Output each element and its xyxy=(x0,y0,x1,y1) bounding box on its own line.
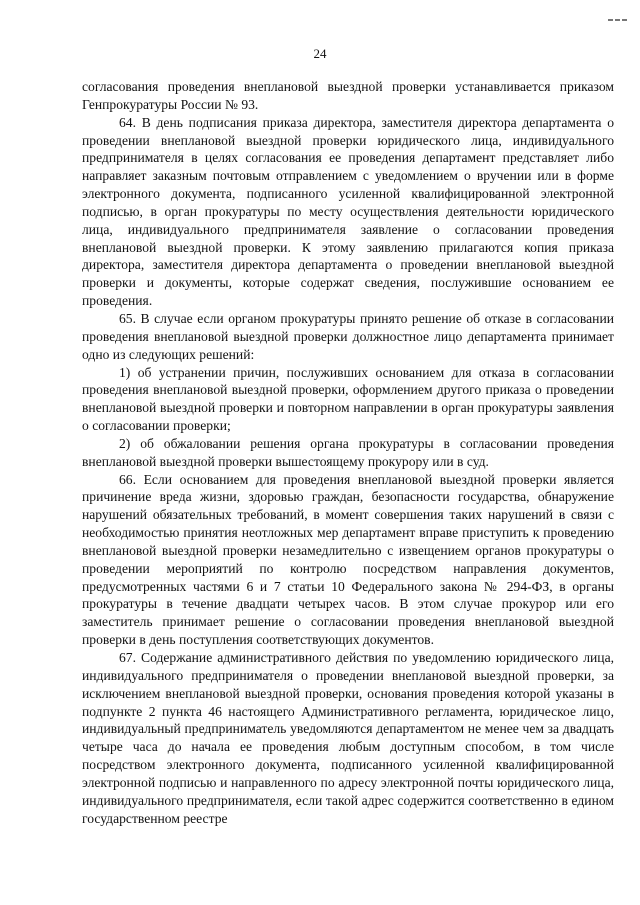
paragraph-65-item-2: 2) об обжаловании решения органа прокуратуры в согласовании проведения внеплановой выездной проверки вышестоящему прокурору или в суд. xyxy=(82,435,614,469)
paragraph-65-item-1: 1) об устранении причин, послуживших основанием для отказа в согласовании проведения внеплановой выездной проверки, оформлением другого приказа о проведении внеплановой выездной проверки и повторном направлении в орган прокуратуры заявления о согласовании проверки; xyxy=(82,364,614,434)
scan-mark xyxy=(608,8,632,11)
page-number: 24 xyxy=(313,46,327,61)
paragraph-65: 65. В случае если органом прокуратуры принято решение об отказе в согласовании проведения внеплановой выездной проверки должностное лицо департамента принимает одно из следующих решений: xyxy=(82,310,614,362)
paragraph-continuation: согласования проведения внеплановой выездной проверки устанавливается приказом Генпрокуратуры России № 93. xyxy=(82,79,614,112)
paragraph-67: 67. Содержание административного действия по уведомлению юридического лица, индивидуального предпринимателя о проведении внеплановой выездной проверки, за исключением внеплановой выездной проверки, основания проведения которой указаны в подпункте 2 пункта 46 настоящего Административного регламента, юридическое лицо, индивидуальный предприниматель уведомляются департаментом не менее чем за двадцать четыре часа до начала ее проведения любым доступным способом, в том числе посредством электронного документа, подписанного усиленной квалифицированной электронной подписью и направленного по адресу электронной почты юридического лица, индивидуального предпринимателя, если такой адрес содержится соответственно в едином государственном реестре xyxy=(82,650,614,826)
paragraph-64: 64. В день подписания приказа директора, заместителя директора департамента о проведении внеплановой выездной проверки юридического лица, индивидуального предпринимателя в целях согласования ее проведения департамент представляет либо направляет заказным почтовым отправлением с уведомлением о вручении или в форме электронного документа, подписанного усиленной квалифицированной электронной подписью, в орган прокуратуры по месту осуществления деятельности юридического лица, индивидуального предпринимателя заявление о согласовании проведения внеплановой выездной проверки. К этому заявлению прилагаются копия приказа директора, заместителя директора департамента о проведении внеплановой выездной проверки и документы, которые содержат сведения, послужившие основанием ее проведения. xyxy=(82,114,614,309)
paragraph-66: 66. Если основанием для проведения внеплановой выездной проверки является причинение вреда жизни, здоровью граждан, безопасности государства, обнаружение нарушений обязательных требований, в момент совершения таких нарушений в связи с необходимостью принятия неотложных мер департамент вправе приступить к проведению внеплановой выездной проверки незамедлительно с извещением органов прокуратуры о проведении мероприятий по контролю посредством направления документов, предусмотренных частями 6 и 7 статьи 10 Федерального закона № 294-ФЗ, в органы прокуратуры в течение двадцати четырех часов. В этом случае прокурор или его заместитель принимает решение о согласовании проведения внеплановой выездной проверки в день поступления соответствующих документов. xyxy=(82,471,614,648)
body-text xyxy=(82,78,614,827)
